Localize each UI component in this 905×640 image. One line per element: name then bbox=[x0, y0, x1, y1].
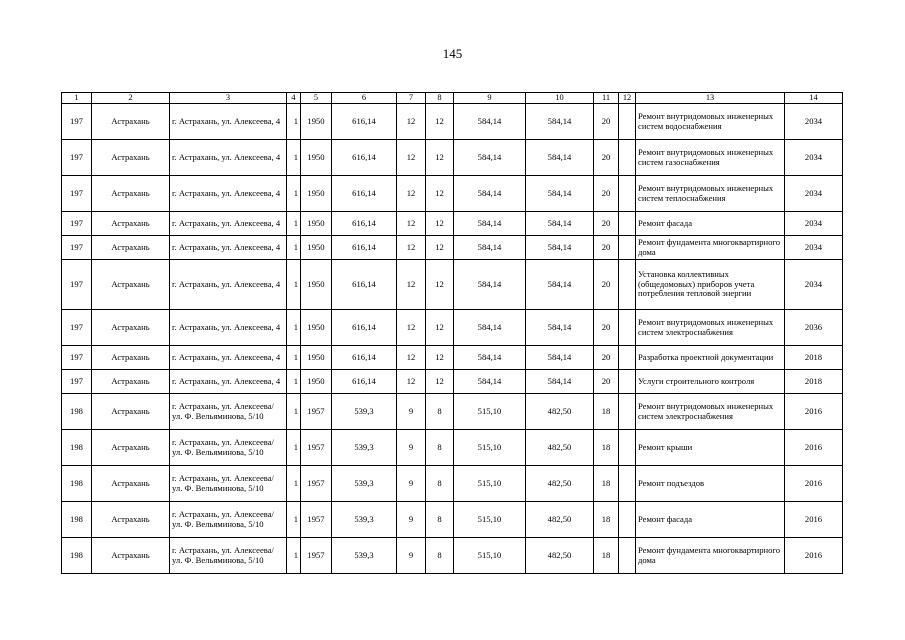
municipality-cell: Астрахань bbox=[92, 176, 170, 212]
address-cell: г. Астрахань, ул. Алексеева, 4 bbox=[170, 370, 287, 394]
record-number-cell: 198 bbox=[62, 430, 92, 466]
work-type-cell: Ремонт фасада bbox=[636, 212, 785, 236]
page-number: 145 bbox=[442, 46, 463, 61]
year-cell: 2034 bbox=[785, 140, 843, 176]
build-year-cell: 1950 bbox=[301, 176, 332, 212]
col-12-cell bbox=[619, 104, 636, 140]
work-type-cell: Ремонт фасада bbox=[636, 502, 785, 538]
col-11-cell: 18 bbox=[594, 394, 619, 430]
col-4-cell: 1 bbox=[287, 104, 301, 140]
municipality-cell: Астрахань bbox=[92, 212, 170, 236]
municipality-cell: Астрахань bbox=[92, 430, 170, 466]
area-col-10-cell: 584,14 bbox=[526, 212, 594, 236]
column-header-4: 4 bbox=[287, 93, 301, 104]
table-row bbox=[62, 140, 843, 176]
col-12-cell bbox=[619, 176, 636, 212]
table-row bbox=[62, 502, 843, 538]
record-number-cell: 198 bbox=[62, 502, 92, 538]
total-area-cell: 616,14 bbox=[332, 346, 397, 370]
living-area-cell: 584,14 bbox=[454, 212, 526, 236]
col-4-cell: 1 bbox=[287, 538, 301, 574]
col-7-cell: 12 bbox=[397, 236, 426, 260]
area-col-10-cell: 584,14 bbox=[526, 260, 594, 310]
record-number-cell: 197 bbox=[62, 212, 92, 236]
year-cell: 2036 bbox=[785, 310, 843, 346]
table-row bbox=[62, 466, 843, 502]
address-cell: г. Астрахань, ул. Алексеева, 4 bbox=[170, 236, 287, 260]
col-7-cell: 12 bbox=[397, 104, 426, 140]
work-type-cell: Разработка проектной документации bbox=[636, 346, 785, 370]
build-year-cell: 1950 bbox=[301, 212, 332, 236]
area-col-10-cell: 584,14 bbox=[526, 176, 594, 212]
municipality-cell: Астрахань bbox=[92, 394, 170, 430]
col-4-cell: 1 bbox=[287, 430, 301, 466]
col-11-cell: 20 bbox=[594, 140, 619, 176]
build-year-cell: 1957 bbox=[301, 502, 332, 538]
total-area-cell: 616,14 bbox=[332, 212, 397, 236]
col-7-cell: 12 bbox=[397, 140, 426, 176]
year-cell: 2016 bbox=[785, 502, 843, 538]
area-col-10-cell: 482,50 bbox=[526, 538, 594, 574]
total-area-cell: 616,14 bbox=[332, 140, 397, 176]
col-4-cell: 1 bbox=[287, 176, 301, 212]
col-8-cell: 12 bbox=[426, 176, 454, 212]
col-4-cell: 1 bbox=[287, 346, 301, 370]
address-cell: г. Астрахань, ул. Алексеева/ ул. Ф. Вельяминова, 5/10 bbox=[170, 394, 287, 430]
address-cell: г. Астрахань, ул. Алексеева, 4 bbox=[170, 260, 287, 310]
col-11-cell: 20 bbox=[594, 310, 619, 346]
header-row bbox=[62, 93, 843, 104]
column-header-14: 14 bbox=[785, 93, 843, 104]
column-header-5: 5 bbox=[301, 93, 332, 104]
address-cell: г. Астрахань, ул. Алексеева, 4 bbox=[170, 140, 287, 176]
year-cell: 2016 bbox=[785, 538, 843, 574]
work-type-cell: Ремонт внутридомовых инженерных систем водоснабжения bbox=[636, 104, 785, 140]
living-area-cell: 584,14 bbox=[454, 370, 526, 394]
col-11-cell: 18 bbox=[594, 466, 619, 502]
col-7-cell: 9 bbox=[397, 430, 426, 466]
column-header-3: 3 bbox=[170, 93, 287, 104]
build-year-cell: 1957 bbox=[301, 430, 332, 466]
col-8-cell: 12 bbox=[426, 346, 454, 370]
living-area-cell: 515,10 bbox=[454, 466, 526, 502]
work-type-cell: Ремонт внутридомовых инженерных систем электроснабжения bbox=[636, 394, 785, 430]
table-row bbox=[62, 104, 843, 140]
municipality-cell: Астрахань bbox=[92, 104, 170, 140]
living-area-cell: 584,14 bbox=[454, 260, 526, 310]
col-8-cell: 12 bbox=[426, 104, 454, 140]
col-4-cell: 1 bbox=[287, 310, 301, 346]
build-year-cell: 1950 bbox=[301, 140, 332, 176]
table-body bbox=[62, 104, 843, 574]
address-cell: г. Астрахань, ул. Алексеева/ ул. Ф. Вельяминова, 5/10 bbox=[170, 430, 287, 466]
column-header-1: 1 bbox=[62, 93, 92, 104]
build-year-cell: 1950 bbox=[301, 236, 332, 260]
address-cell: г. Астрахань, ул. Алексеева, 4 bbox=[170, 212, 287, 236]
col-12-cell bbox=[619, 466, 636, 502]
col-12-cell bbox=[619, 346, 636, 370]
living-area-cell: 584,14 bbox=[454, 140, 526, 176]
year-cell: 2034 bbox=[785, 104, 843, 140]
work-type-cell: Услуги строительного контроля bbox=[636, 370, 785, 394]
area-col-10-cell: 584,14 bbox=[526, 104, 594, 140]
col-11-cell: 20 bbox=[594, 176, 619, 212]
year-cell: 2018 bbox=[785, 370, 843, 394]
year-cell: 2016 bbox=[785, 466, 843, 502]
living-area-cell: 584,14 bbox=[454, 104, 526, 140]
col-8-cell: 12 bbox=[426, 236, 454, 260]
record-number-cell: 197 bbox=[62, 140, 92, 176]
col-7-cell: 9 bbox=[397, 502, 426, 538]
municipality-cell: Астрахань bbox=[92, 260, 170, 310]
col-12-cell bbox=[619, 370, 636, 394]
total-area-cell: 539,3 bbox=[332, 466, 397, 502]
municipality-cell: Астрахань bbox=[92, 466, 170, 502]
living-area-cell: 584,14 bbox=[454, 310, 526, 346]
record-number-cell: 197 bbox=[62, 176, 92, 212]
col-11-cell: 20 bbox=[594, 346, 619, 370]
area-col-10-cell: 584,14 bbox=[526, 310, 594, 346]
build-year-cell: 1950 bbox=[301, 310, 332, 346]
work-type-cell: Ремонт крыши bbox=[636, 430, 785, 466]
municipality-cell: Астрахань bbox=[92, 370, 170, 394]
area-col-10-cell: 482,50 bbox=[526, 502, 594, 538]
repair-schedule-table bbox=[61, 92, 843, 574]
col-7-cell: 12 bbox=[397, 346, 426, 370]
table-row bbox=[62, 430, 843, 466]
build-year-cell: 1957 bbox=[301, 394, 332, 430]
area-col-10-cell: 482,50 bbox=[526, 430, 594, 466]
work-type-cell: Ремонт подъездов bbox=[636, 466, 785, 502]
col-7-cell: 12 bbox=[397, 310, 426, 346]
col-4-cell: 1 bbox=[287, 140, 301, 176]
municipality-cell: Астрахань bbox=[92, 538, 170, 574]
address-cell: г. Астрахань, ул. Алексеева, 4 bbox=[170, 346, 287, 370]
address-cell: г. Астрахань, ул. Алексеева, 4 bbox=[170, 104, 287, 140]
column-header-12: 12 bbox=[619, 93, 636, 104]
area-col-10-cell: 482,50 bbox=[526, 394, 594, 430]
col-11-cell: 20 bbox=[594, 236, 619, 260]
col-11-cell: 18 bbox=[594, 502, 619, 538]
column-header-10: 10 bbox=[526, 93, 594, 104]
col-7-cell: 9 bbox=[397, 538, 426, 574]
col-12-cell bbox=[619, 502, 636, 538]
col-11-cell: 20 bbox=[594, 104, 619, 140]
col-4-cell: 1 bbox=[287, 212, 301, 236]
total-area-cell: 616,14 bbox=[332, 260, 397, 310]
work-type-cell: Установка коллективных (общедомовых) приборов учета потребления тепловой энергии bbox=[636, 260, 785, 310]
total-area-cell: 616,14 bbox=[332, 176, 397, 212]
address-cell: г. Астрахань, ул. Алексеева/ ул. Ф. Вельяминова, 5/10 bbox=[170, 538, 287, 574]
record-number-cell: 197 bbox=[62, 346, 92, 370]
total-area-cell: 616,14 bbox=[332, 370, 397, 394]
col-12-cell bbox=[619, 140, 636, 176]
col-11-cell: 20 bbox=[594, 212, 619, 236]
col-8-cell: 12 bbox=[426, 370, 454, 394]
column-header-13: 13 bbox=[636, 93, 785, 104]
year-cell: 2034 bbox=[785, 260, 843, 310]
col-8-cell: 12 bbox=[426, 140, 454, 176]
living-area-cell: 515,10 bbox=[454, 430, 526, 466]
build-year-cell: 1950 bbox=[301, 260, 332, 310]
table-row bbox=[62, 212, 843, 236]
work-type-cell: Ремонт фундамента многоквартирного дома bbox=[636, 236, 785, 260]
living-area-cell: 584,14 bbox=[454, 236, 526, 260]
column-header-6: 6 bbox=[332, 93, 397, 104]
col-4-cell: 1 bbox=[287, 236, 301, 260]
living-area-cell: 584,14 bbox=[454, 346, 526, 370]
total-area-cell: 616,14 bbox=[332, 310, 397, 346]
area-col-10-cell: 584,14 bbox=[526, 346, 594, 370]
col-11-cell: 20 bbox=[594, 260, 619, 310]
record-number-cell: 197 bbox=[62, 260, 92, 310]
total-area-cell: 539,3 bbox=[332, 502, 397, 538]
municipality-cell: Астрахань bbox=[92, 502, 170, 538]
area-col-10-cell: 482,50 bbox=[526, 466, 594, 502]
table-row bbox=[62, 394, 843, 430]
record-number-cell: 197 bbox=[62, 104, 92, 140]
year-cell: 2018 bbox=[785, 346, 843, 370]
table-row bbox=[62, 310, 843, 346]
build-year-cell: 1950 bbox=[301, 104, 332, 140]
col-4-cell: 1 bbox=[287, 394, 301, 430]
col-11-cell: 18 bbox=[594, 430, 619, 466]
table-row bbox=[62, 176, 843, 212]
col-7-cell: 12 bbox=[397, 260, 426, 310]
build-year-cell: 1957 bbox=[301, 538, 332, 574]
col-12-cell bbox=[619, 212, 636, 236]
build-year-cell: 1950 bbox=[301, 370, 332, 394]
table-row bbox=[62, 346, 843, 370]
year-cell: 2016 bbox=[785, 430, 843, 466]
record-number-cell: 197 bbox=[62, 310, 92, 346]
col-12-cell bbox=[619, 236, 636, 260]
year-cell: 2016 bbox=[785, 394, 843, 430]
year-cell: 2034 bbox=[785, 212, 843, 236]
address-cell: г. Астрахань, ул. Алексеева, 4 bbox=[170, 310, 287, 346]
col-12-cell bbox=[619, 538, 636, 574]
municipality-cell: Астрахань bbox=[92, 236, 170, 260]
table-row bbox=[62, 236, 843, 260]
col-11-cell: 18 bbox=[594, 538, 619, 574]
column-header-2: 2 bbox=[92, 93, 170, 104]
record-number-cell: 197 bbox=[62, 236, 92, 260]
column-header-11: 11 bbox=[594, 93, 619, 104]
work-type-cell: Ремонт внутридомовых инженерных систем теплоснабжения bbox=[636, 176, 785, 212]
col-7-cell: 12 bbox=[397, 370, 426, 394]
living-area-cell: 515,10 bbox=[454, 502, 526, 538]
col-7-cell: 12 bbox=[397, 212, 426, 236]
record-number-cell: 198 bbox=[62, 538, 92, 574]
municipality-cell: Астрахань bbox=[92, 310, 170, 346]
total-area-cell: 616,14 bbox=[332, 104, 397, 140]
col-4-cell: 1 bbox=[287, 370, 301, 394]
col-8-cell: 8 bbox=[426, 466, 454, 502]
municipality-cell: Астрахань bbox=[92, 346, 170, 370]
col-12-cell bbox=[619, 394, 636, 430]
record-number-cell: 197 bbox=[62, 370, 92, 394]
area-col-10-cell: 584,14 bbox=[526, 370, 594, 394]
build-year-cell: 1950 bbox=[301, 346, 332, 370]
col-11-cell: 20 bbox=[594, 370, 619, 394]
col-8-cell: 8 bbox=[426, 394, 454, 430]
col-12-cell bbox=[619, 430, 636, 466]
col-7-cell: 9 bbox=[397, 466, 426, 502]
col-8-cell: 12 bbox=[426, 212, 454, 236]
col-8-cell: 8 bbox=[426, 430, 454, 466]
col-8-cell: 8 bbox=[426, 502, 454, 538]
column-header-7: 7 bbox=[397, 93, 426, 104]
area-col-10-cell: 584,14 bbox=[526, 140, 594, 176]
living-area-cell: 515,10 bbox=[454, 538, 526, 574]
year-cell: 2034 bbox=[785, 236, 843, 260]
municipality-cell: Астрахань bbox=[92, 140, 170, 176]
work-type-cell: Ремонт внутридомовых инженерных систем электроснабжения bbox=[636, 310, 785, 346]
col-8-cell: 12 bbox=[426, 260, 454, 310]
total-area-cell: 539,3 bbox=[332, 538, 397, 574]
col-8-cell: 8 bbox=[426, 538, 454, 574]
address-cell: г. Астрахань, ул. Алексеева/ ул. Ф. Вельяминова, 5/10 bbox=[170, 502, 287, 538]
col-4-cell: 1 bbox=[287, 260, 301, 310]
living-area-cell: 584,14 bbox=[454, 176, 526, 212]
record-number-cell: 198 bbox=[62, 394, 92, 430]
col-4-cell: 1 bbox=[287, 466, 301, 502]
address-cell: г. Астрахань, ул. Алексеева/ ул. Ф. Вельяминова, 5/10 bbox=[170, 466, 287, 502]
col-12-cell bbox=[619, 260, 636, 310]
living-area-cell: 515,10 bbox=[454, 394, 526, 430]
total-area-cell: 539,3 bbox=[332, 394, 397, 430]
record-number-cell: 198 bbox=[62, 466, 92, 502]
build-year-cell: 1957 bbox=[301, 466, 332, 502]
col-12-cell bbox=[619, 310, 636, 346]
col-4-cell: 1 bbox=[287, 502, 301, 538]
column-header-8: 8 bbox=[426, 93, 454, 104]
year-cell: 2034 bbox=[785, 176, 843, 212]
work-type-cell: Ремонт фундамента многоквартирного дома bbox=[636, 538, 785, 574]
col-8-cell: 12 bbox=[426, 310, 454, 346]
col-7-cell: 9 bbox=[397, 394, 426, 430]
total-area-cell: 539,3 bbox=[332, 430, 397, 466]
area-col-10-cell: 584,14 bbox=[526, 236, 594, 260]
address-cell: г. Астрахань, ул. Алексеева, 4 bbox=[170, 176, 287, 212]
table-row bbox=[62, 370, 843, 394]
table-row bbox=[62, 538, 843, 574]
work-type-cell: Ремонт внутридомовых инженерных систем газоснабжения bbox=[636, 140, 785, 176]
total-area-cell: 616,14 bbox=[332, 236, 397, 260]
col-7-cell: 12 bbox=[397, 176, 426, 212]
column-header-9: 9 bbox=[454, 93, 526, 104]
table-row bbox=[62, 260, 843, 310]
